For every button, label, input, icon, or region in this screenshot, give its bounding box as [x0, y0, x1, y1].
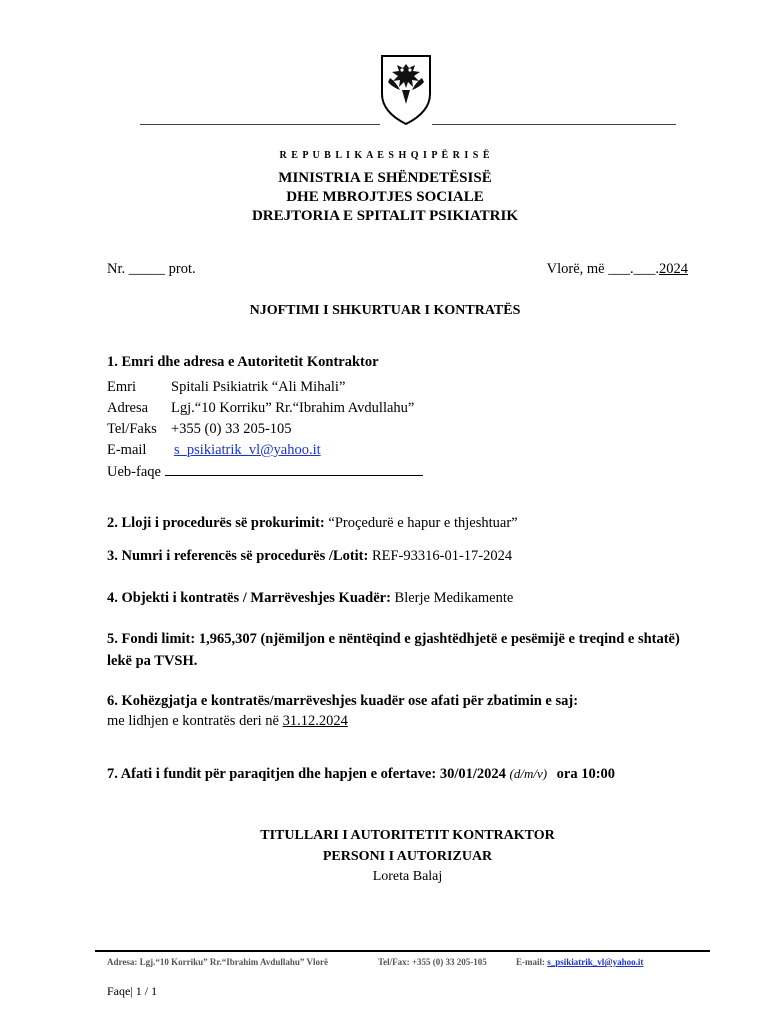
duration-date: 31.12.2024	[282, 713, 348, 729]
address-label: Adresa	[107, 400, 149, 416]
directorate-heading: DREJTORIA E SPITALIT PSIKIATRIK	[251, 208, 519, 224]
phone-value: +355 (0) 33 205-105	[171, 421, 292, 437]
republic-heading: R E P U B L I K A E S H Q I P Ë R I S Ë	[279, 150, 491, 161]
section-7	[107, 766, 615, 783]
protocol-number	[107, 261, 196, 278]
duration-row	[107, 713, 348, 730]
name-label: Emri	[107, 379, 136, 395]
web-label: Ueb-faqe	[107, 464, 161, 480]
email-label: E-mail	[107, 442, 147, 458]
duration-text: me lidhjen e kontratës deri në	[107, 713, 279, 729]
section-2	[107, 515, 518, 532]
header-rule-left	[140, 124, 380, 125]
signatory-name: Loreta Balaj	[372, 869, 443, 884]
deadline-time: ora 10:00	[556, 766, 616, 782]
document-title: NJOFTIMI I SHKURTUAR I KONTRATËS	[249, 303, 521, 318]
deadline-label: 7. Afati i fundit për paraqitjen dhe hapjen e ofertave: 30/01/2024	[107, 766, 506, 782]
footer-email-link[interactable]: s_psikiatrik_vl@yahoo.it	[547, 957, 644, 967]
phone-label: Tel/Faks	[107, 421, 157, 437]
header-rule-right	[432, 124, 676, 125]
authority-email-row	[107, 442, 321, 459]
reference-label: 3. Numri i referencës së procedurës /Lotit:	[107, 548, 369, 564]
coat-of-arms-emblem	[378, 50, 434, 126]
section-6-heading: 6. Kohëzgjatja e kontratës/marrëveshjes kuadër ose afati për zbatimin e saj:	[107, 693, 579, 709]
name-value: Spitali Psikiatrik “Ali Mihali”	[171, 379, 346, 395]
section-1-heading: 1. Emri dhe adresa e Autoritetit Kontraktor	[107, 354, 379, 370]
nr-blank: _____	[128, 261, 165, 277]
contract-object-label: 4. Objekti i kontratës / Marrëveshjes Kuadër:	[107, 590, 391, 606]
address-value: Lgj.“10 Korriku” Rr.“Ibrahim Avdullahu”	[171, 400, 415, 416]
footer-email	[516, 957, 643, 967]
prot-label: prot.	[168, 261, 196, 277]
signatory-title: TITULLARI I AUTORITETIT KONTRAKTOR	[260, 828, 555, 843]
place-date	[547, 261, 688, 278]
web-blank-line	[165, 463, 423, 476]
year: 2024	[659, 261, 688, 277]
footer-email-label: E-mail:	[516, 957, 545, 967]
page-number: Faqe| 1 / 1	[107, 984, 158, 998]
section-3	[107, 548, 512, 565]
fund-limit-line-2: lekë pa TVSH.	[107, 653, 198, 669]
footer-phone: Tel/Fax: +355 (0) 33 205-105	[378, 957, 487, 967]
reference-value: REF-93316-01-17-2024	[371, 548, 513, 564]
authority-name-row	[107, 379, 345, 396]
authority-address-row	[107, 400, 414, 417]
procedure-type-value: “Proçedurë e hapur e thjeshtuar”	[328, 515, 518, 531]
email-link[interactable]: s_psikiatrik_vl@yahoo.it	[174, 442, 321, 458]
signatory-role: PERSONI I AUTORIZUAR	[322, 849, 493, 864]
ministry-line-2: DHE MBROJTJES SOCIALE	[286, 189, 484, 205]
fund-limit-line-1: 5. Fondi limit: 1,965,307 (njëmiljon e nëntëqind e gjashtëdhjetë e pesëmijë e treqind e shtatë)	[107, 631, 680, 647]
date-format: (d/m/v)	[509, 766, 548, 781]
footer-address: Adresa: Lgj.“10 Korriku” Rr.“Ibrahim Avdullahu” Vlorë	[107, 957, 328, 967]
authority-phone-row	[107, 421, 292, 438]
authority-web-row	[107, 463, 423, 481]
section-4	[107, 590, 513, 607]
contract-object-value: Blerje Medikamente	[394, 590, 514, 606]
ministry-line-1: MINISTRIA E SHËNDETËSISË	[278, 170, 492, 186]
procedure-type-label: 2. Lloji i procedurës së prokurimit:	[107, 515, 325, 531]
nr-label: Nr.	[107, 261, 126, 277]
footer-rule	[95, 950, 710, 952]
place-date-prefix: Vlorë, më ___.___.	[546, 261, 659, 277]
